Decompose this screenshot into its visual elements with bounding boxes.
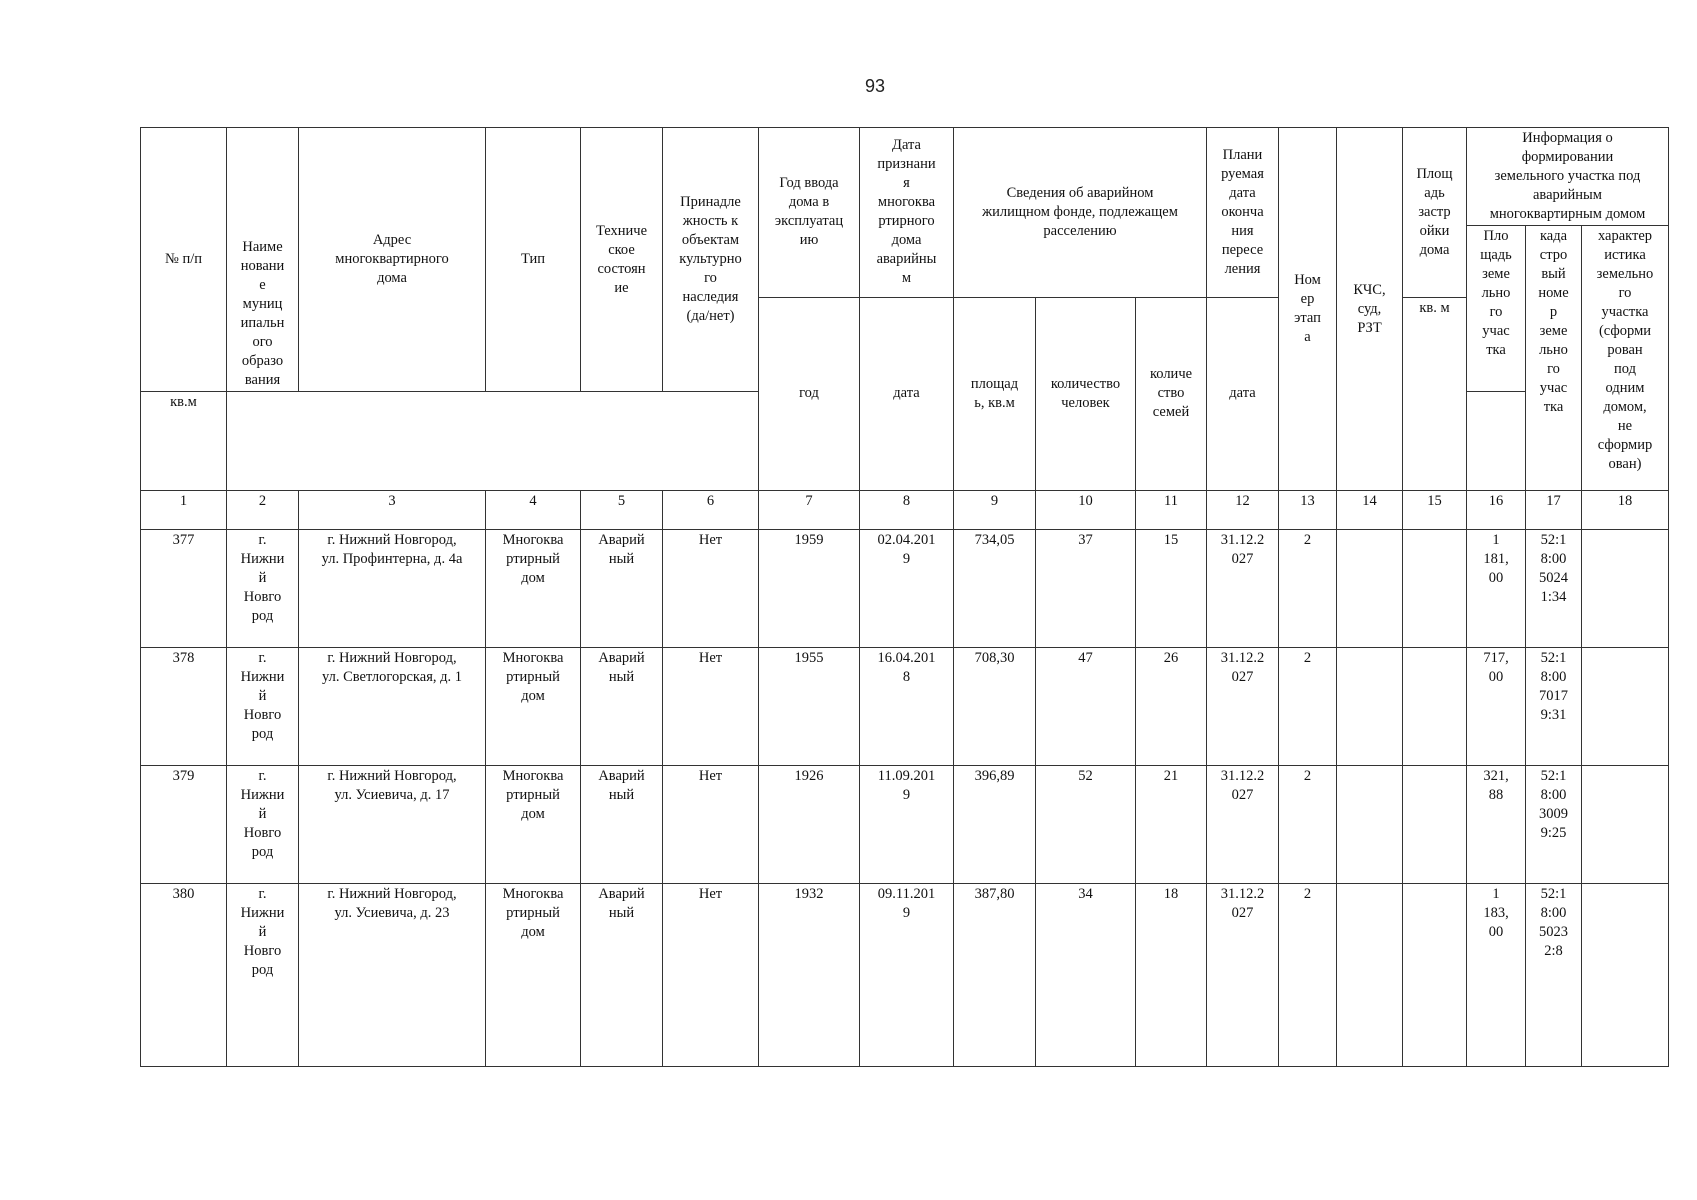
row-municipality: г. Нижни й Новго род (227, 530, 299, 648)
unit-date: дата (860, 297, 954, 491)
row-families: 21 (1136, 766, 1207, 884)
row-date: 02.04.201 9 (860, 530, 954, 648)
row-people: 47 (1036, 648, 1136, 766)
row-kchs (1337, 766, 1403, 884)
header-row-1 (141, 128, 1669, 226)
row-type: Многоква ртирный дом (486, 530, 581, 648)
row-date: 11.09.201 9 (860, 766, 954, 884)
column-number: 6 (663, 491, 759, 530)
row-num: 378 (141, 648, 227, 766)
row-date: 09.11.201 9 (860, 884, 954, 1067)
row-year: 1926 (759, 766, 860, 884)
row-land-area: 1 181, 00 (1467, 530, 1526, 648)
row-land-area: 321, 88 (1467, 766, 1526, 884)
row-land-characteristic (1582, 648, 1669, 766)
header-land-info: Информация о формировании земельного участка под аварийным многоквартирным домом (1467, 128, 1669, 226)
unit-area: площад ь, кв.м (954, 297, 1036, 491)
column-number: 7 (759, 491, 860, 530)
header-cadastral: када стро вый номе р земе льно го учас тка (1526, 226, 1582, 491)
row-num: 380 (141, 884, 227, 1067)
row-people: 52 (1036, 766, 1136, 884)
row-type: Многоква ртирный дом (486, 766, 581, 884)
row-land-characteristic (1582, 766, 1669, 884)
row-build-area (1403, 648, 1467, 766)
row-planned-date: 31.12.2 027 (1207, 530, 1279, 648)
header-land-characteristic: характер истика земельно го участка (сформи рован под одним домом, не сформир ован) (1582, 226, 1669, 491)
row-address: г. Нижний Новгород, ул. Усиевича, д. 23 (299, 884, 486, 1067)
row-condition: Аварий ный (581, 648, 663, 766)
row-build-area (1403, 884, 1467, 1067)
column-number: 16 (1467, 491, 1526, 530)
row-stage: 2 (1279, 648, 1337, 766)
emergency-housing-table (140, 127, 1669, 1067)
unit-year: год (759, 297, 860, 491)
header-stage: Ном ер этап а (1279, 128, 1337, 491)
column-number: 15 (1403, 491, 1467, 530)
header-address: Адрес многоквартирного дома (299, 128, 486, 392)
column-number: 8 (860, 491, 954, 530)
row-cadastral: 52:1 8:00 5023 2:8 (1526, 884, 1582, 1067)
column-number: 11 (1136, 491, 1207, 530)
unit-families: количе ство семей (1136, 297, 1207, 491)
row-kchs (1337, 530, 1403, 648)
column-number: 13 (1279, 491, 1337, 530)
unit-land-area: кв.м (141, 392, 227, 491)
header-year: Год ввода дома в эксплуатац ию (759, 128, 860, 298)
row-date: 16.04.201 8 (860, 648, 954, 766)
row-area: 708,30 (954, 648, 1036, 766)
column-number: 12 (1207, 491, 1279, 530)
column-number: 2 (227, 491, 299, 530)
row-heritage: Нет (663, 648, 759, 766)
row-year: 1932 (759, 884, 860, 1067)
header-municipality: Наиме новани е муниц ипальн ого образо вания (227, 128, 299, 392)
header-heritage: Принадле жность к объектам культурно го наследия (да/нет) (663, 128, 759, 392)
row-land-characteristic (1582, 530, 1669, 648)
row-condition: Аварий ный (581, 884, 663, 1067)
row-land-area: 1 183, 00 (1467, 884, 1526, 1067)
row-people: 37 (1036, 530, 1136, 648)
column-number: 1 (141, 491, 227, 530)
row-municipality: г. Нижни й Новго род (227, 884, 299, 1067)
row-kchs (1337, 884, 1403, 1067)
column-number: 10 (1036, 491, 1136, 530)
table-row (141, 530, 1669, 648)
table-row (141, 884, 1669, 1067)
row-num: 379 (141, 766, 227, 884)
row-num: 377 (141, 530, 227, 648)
row-cadastral: 52:1 8:00 5024 1:34 (1526, 530, 1582, 648)
row-condition: Аварий ный (581, 766, 663, 884)
header-emergency-fund: Сведения об аварийном жилищном фонде, подлежащем расселению (954, 128, 1207, 298)
row-address: г. Нижний Новгород, ул. Светлогорская, д. 1 (299, 648, 486, 766)
header-land-area: Пло щадь земе льно го учас тка (1467, 226, 1526, 392)
table-row (141, 766, 1669, 884)
header-type: Тип (486, 128, 581, 392)
row-cadastral: 52:1 8:00 7017 9:31 (1526, 648, 1582, 766)
row-stage: 2 (1279, 530, 1337, 648)
row-area: 387,80 (954, 884, 1036, 1067)
row-condition: Аварий ный (581, 530, 663, 648)
row-cadastral: 52:1 8:00 3009 9:25 (1526, 766, 1582, 884)
column-number-row (141, 491, 1669, 530)
column-number: 4 (486, 491, 581, 530)
row-build-area (1403, 766, 1467, 884)
unit-build-area: кв. м (1403, 297, 1467, 491)
row-heritage: Нет (663, 530, 759, 648)
row-area: 734,05 (954, 530, 1036, 648)
row-municipality: г. Нижни й Новго род (227, 648, 299, 766)
row-heritage: Нет (663, 884, 759, 1067)
row-stage: 2 (1279, 884, 1337, 1067)
row-type: Многоква ртирный дом (486, 648, 581, 766)
row-planned-date: 31.12.2 027 (1207, 884, 1279, 1067)
row-stage: 2 (1279, 766, 1337, 884)
column-number: 18 (1582, 491, 1669, 530)
header-planned-date: Плани руемая дата оконча ния пересе ления (1207, 128, 1279, 298)
column-number: 17 (1526, 491, 1582, 530)
row-year: 1955 (759, 648, 860, 766)
header-condition: Техниче ское состоян ие (581, 128, 663, 392)
table-row (141, 648, 1669, 766)
unit-people: количество человек (1036, 297, 1136, 491)
row-planned-date: 31.12.2 027 (1207, 766, 1279, 884)
column-number: 3 (299, 491, 486, 530)
row-heritage: Нет (663, 766, 759, 884)
unit-planned-date: дата (1207, 297, 1279, 491)
row-families: 26 (1136, 648, 1207, 766)
row-people: 34 (1036, 884, 1136, 1067)
row-municipality: г. Нижни й Новго род (227, 766, 299, 884)
header-kchs: КЧС, суд, РЗТ (1337, 128, 1403, 491)
row-area: 396,89 (954, 766, 1036, 884)
header-recognition-date: Дата признани я многоква ртирного дома аварийны м (860, 128, 954, 298)
header-build-area: Площ адь застр ойки дома (1403, 128, 1467, 298)
row-land-area: 717, 00 (1467, 648, 1526, 766)
row-address: г. Нижний Новгород, ул. Усиевича, д. 17 (299, 766, 486, 884)
column-number: 9 (954, 491, 1036, 530)
row-kchs (1337, 648, 1403, 766)
row-families: 18 (1136, 884, 1207, 1067)
row-address: г. Нижний Новгород, ул. Профинтерна, д. 4а (299, 530, 486, 648)
header-num: № п/п (141, 128, 227, 392)
row-type: Многоква ртирный дом (486, 884, 581, 1067)
row-year: 1959 (759, 530, 860, 648)
row-planned-date: 31.12.2 027 (1207, 648, 1279, 766)
column-number: 14 (1337, 491, 1403, 530)
row-families: 15 (1136, 530, 1207, 648)
page-number: 93 (864, 76, 886, 96)
row-build-area (1403, 530, 1467, 648)
row-land-characteristic (1582, 884, 1669, 1067)
column-number: 5 (581, 491, 663, 530)
